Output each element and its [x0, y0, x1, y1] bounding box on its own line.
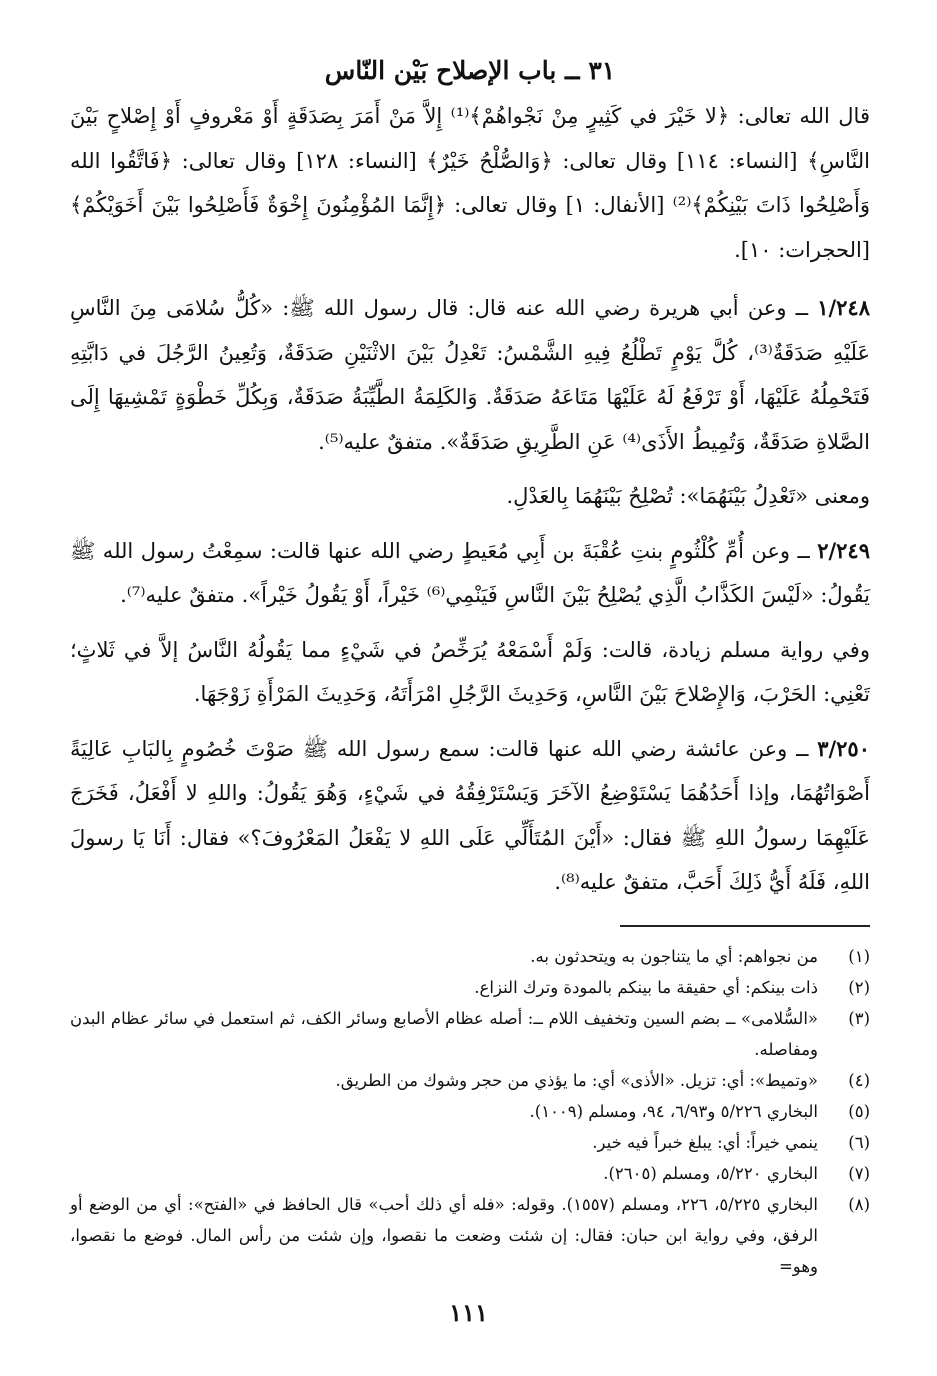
footnote-item	[70, 1003, 870, 1065]
footnote-number: (٢)	[848, 977, 870, 997]
footnotes	[70, 941, 870, 1282]
footnote-number: (٦)	[848, 1132, 870, 1152]
footnote-text: البخاري ٥/٢٢٦ و٦/٩٣، ٩٤، ومسلم (١٠٠٩).	[529, 1101, 818, 1121]
footnote-text: «السُّلامى» ــ بضم السين وتخفيف اللام ــ: أصله عظام الأصابع وسائر الكف، ثم استعمل في سائر عظام البدن ومفاصله.	[70, 1008, 818, 1059]
footnote-text: البخاري ٥/٢٢٥، ٢٢٦، ومسلم (١٥٥٧). وقوله: «فله أي ذلك أحب» قال الحافظ في «الفتح»: أي من الوضع أو الرفق، وفي رواية ابن حبان: فقال: إن شئت وضعت ما نقصوا، وإن شئت من رأس المال. فوضع ما نقصوا، وهو=	[70, 1194, 818, 1276]
footnote-number: (٨)	[848, 1194, 870, 1214]
footnote-text: من نجواهم: أي ما يتناجون به ويتحدثون به.	[530, 946, 818, 966]
footnote-item	[70, 1127, 870, 1158]
footnote-item	[70, 1096, 870, 1127]
hadith-250-text: ــ وعن عائشة رضي الله عنها قالت: سمع رسول الله ﷺ صَوْتَ خُصُومٍ بِالبَابِ عَالِيَةً أَصْوَاتُهُمَا، وإذا أَحَدُهُمَا يَسْتَوْضِعُ الآخَرَ وَيَسْتَرْفِقُهُ في شَيْءٍ، وَهُوَ يَقُولُ: واللهِ لا أَفْعَلُ، فَخَرَجَ عَلَيْهِمَا رسولُ اللهِ ﷺ فقال: «أَيْنَ المُتَأَلِّي عَلَى اللهِ لا يَفْعَلُ المَعْرُوفَ؟» فقال: أَنَا يَا رسولَ اللهِ، فَلَهُ أَيُّ ذَلِكَ أَحَبَّ، متفقٌ عليه⁽⁸⁾.	[70, 736, 870, 894]
chapter-title: ٣١ ــ باب الإصلاح بَيْن النّاس	[324, 56, 616, 85]
meaning-note: ومعنى «تَعْدِلُ بَيْنَهُمَا»: تُصْلِحُ بَيْنَهُمَا بِالعَدْلِ.	[506, 484, 870, 508]
footnote-number: (٥)	[848, 1101, 870, 1121]
footnote-item	[70, 1189, 870, 1282]
footnote-item	[70, 1065, 870, 1096]
hadith-250	[70, 727, 870, 905]
footnote-number: (١)	[848, 946, 870, 966]
book-page	[70, 52, 870, 1352]
hadith-248	[70, 286, 870, 464]
hadith-248-number: ١/٢٤٨	[817, 295, 870, 320]
hadith-249-text: ــ وعن أُمِّ كُلْثُومٍ بنتِ عُقْبَةَ بن أَبِي مُعَيطٍ رضي الله عنها قالت: سمِعْتُ رسول الله ﷺ يَقُولُ: «لَيْسَ الكَذَّابُ الَّذِي يُصْلِحُ بَيْنَ النَّاسِ فَيَنْمِي⁽⁶⁾ خَيْراً، أَوْ يَقُولُ خَيْراً». متفقٌ عليه⁽⁷⁾.	[70, 538, 870, 607]
footnote-item	[70, 941, 870, 972]
footnote-number: (٤)	[848, 1070, 870, 1090]
muslim-addition: وفي رواية مسلم زيادة، قالت: وَلَمْ أَسْمَعْهُ يُرَخِّصُ في شَيْءٍ مما يَقُولُهُ النَّاسُ إلاَّ في ثَلاثٍ؛ تَعْنِي: الحَرْبَ، وَالإِصْلاحَ بَيْنَ النَّاسِ، وَحَدِيثَ الرَّجُلِ امْرَأَتَهُ، وَحَدِيثَ المَرْأَةِ زَوْجَهَا.	[70, 637, 870, 706]
footnote-text: «وتميط»: أي: تزيل. «الأذى» أي: ما يؤذي من حجر وشوك من الطريق.	[335, 1070, 818, 1090]
hadith-249-number: ٢/٢٤٩	[817, 537, 870, 563]
footnote-text: ينمي خيراً: أي: يبلغ خبراً فيه خير.	[592, 1132, 818, 1152]
hadith-249	[70, 529, 870, 618]
footnote-divider	[620, 925, 870, 927]
footnote-item	[70, 972, 870, 1003]
page-number: ١١١	[449, 1298, 488, 1327]
intro-paragraph: قال الله تعالى: ﴿لا خَيْرَ في كَثِيرٍ مِنْ نَجْواهُمْ﴾⁽¹⁾ إِلاَّ مَنْ أَمَرَ بِصَدَقَةٍ أَوْ مَعْروفٍ أَوْ إِصْلاحٍ بَيْنَ النَّاسِ﴾ [النساء: ١١٤] وقال تعالى: ﴿وَالصُّلْحُ خَيْرٌ﴾ [النساء: ١٢٨] وقال تعالى: ﴿فَاتَّقُوا الله وَأَصْلِحُوا ذَاتَ بَيْنِكُمْ﴾⁽²⁾ [الأنفال: ١] وقال تعالى: ﴿إِنَّمَا المُؤْمِنُونَ إِخْوَةٌ فَأَصْلِحُوا بَيْنَ أَخَوَيْكُمْ﴾ [الحجرات: ١٠].	[70, 104, 871, 262]
footnote-text: ذات بينكم: أي حقيقة ما بينكم بالمودة وترك النزاع.	[474, 977, 818, 997]
hadith-248-text: ــ وعن أبي هريرة رضي الله عنه قال: قال رسول الله ﷺ: «كُلُّ سُلامَى مِنَ النَّاسِ عَلَيْهِ صَدَقَةٌ⁽³⁾، كُلَّ يَوْمٍ تَطْلُعُ فِيهِ الشَّمْسُ: تَعْدِلُ بَيْنَ الاثْنَيْنِ صَدَقَةٌ، وَتُعِينُ الرَّجُلَ في دَابَّتِهِ فَتَحْمِلُهُ عَلَيْهَا، أَوْ تَرْفَعُ لَهُ عَلَيْهَا مَتَاعَهُ صَدَقَةٌ. وَالكَلِمَةُ الطَّيِّبَةُ صَدَقَةٌ، وَبِكُلِّ خَطْوَةٍ تَمْشِيهَا إِلَى الصَّلاةِ صَدَقَةٌ، وَتُمِيطُ الأَذَى⁽⁴⁾ عَنِ الطَّرِيقِ صَدَقَةٌ». متفقٌ عليه⁽⁵⁾.	[70, 296, 870, 454]
footnote-text: البخاري ٥/٢٢٠، ومسلم (٢٦٠٥).	[603, 1163, 818, 1183]
footnote-item	[70, 1158, 870, 1189]
footnote-number: (٣)	[848, 1008, 870, 1028]
footnote-number: (٧)	[848, 1163, 870, 1183]
hadith-250-number: ٣/٢٥٠	[817, 735, 870, 761]
